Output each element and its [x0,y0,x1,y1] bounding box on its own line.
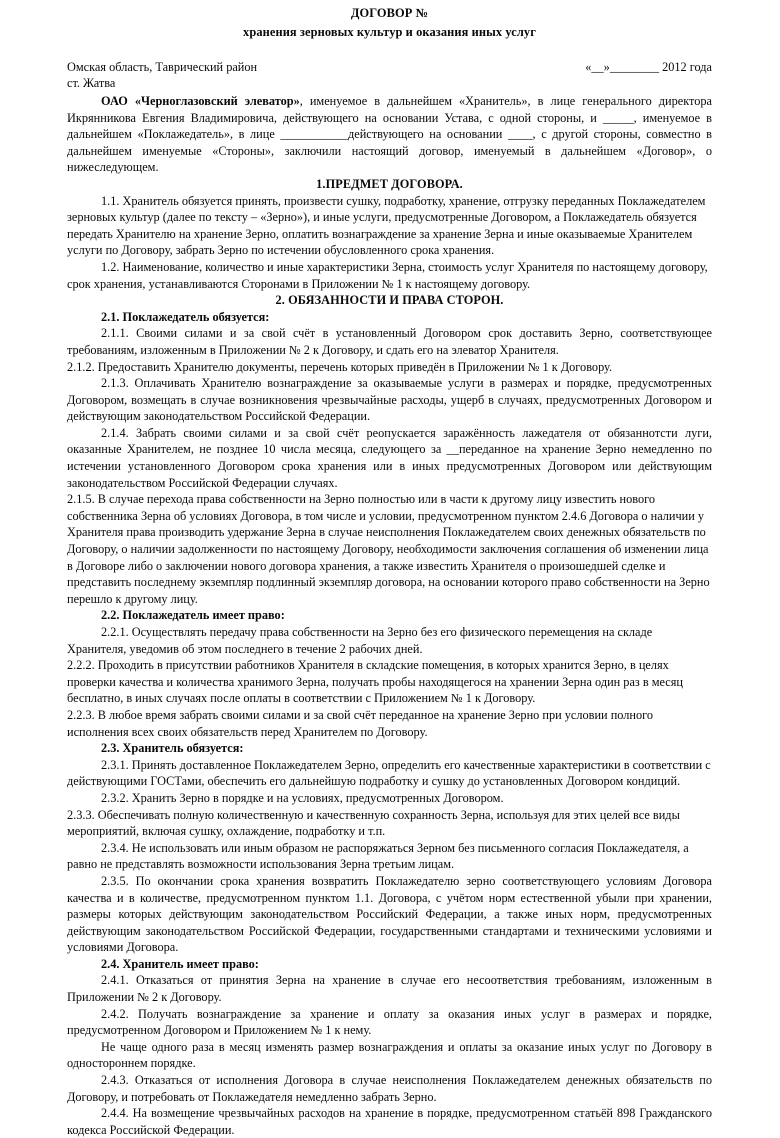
clause-2-4-heading: 2.4. Хранитель имеет право: [101,956,259,971]
clause-2-2-2: 2.2.2. Проходить в присутствии работников Хранителя в складские помещения, в которых хранится Зерно, в целях проверки качества и количества хранимого Зерна, получать пробы находящегося на хранении Зерна один раз в месяц бесплатно, в иных случаях после оплаты в соответствии с Приложением № 1 к Договору. [67,658,683,706]
clause-2-3-2: 2.3.2. Хранить Зерно в порядке и на условиях, предусмотренных Договором. [101,790,504,805]
clause-2-4-2: 2.4.2. Получать вознаграждение за хранение и оплату за оказания иных услуг в размерах и порядке, предусмотренном Договором и Приложением № 1 к нему. [67,1006,712,1038]
clause-2-2-3: 2.2.3. В любое время забрать своими силами и за свой счёт переданное на хранение Зерно при условии полного исполнения всех своих обязательств перед Хранителем по Договору. [67,707,654,739]
page-subtitle: хранения зерновых культур и оказания иных услуг [243,25,536,39]
place-and-date-block [67,59,712,93]
clause-2-4-3: 2.4.3. Отказаться от исполнения Договора в случае неисполнения Поклажедателем денежных обязательств по Договору, и потребовать от Поклажедателя немедленно забрать Зерно. [67,1073,712,1104]
clause-2-1-4: 2.1.4. Забрать своими силами и за свой счёт реопускается заражённость лажедателя от обязаннотсти луги, оказанные Хранителем, не позднее 10 числа месяца, следующего за __переданное на хранение Зерно немедленно по истечении установленного Договором срока хранения или в иных предусмотренных Договором или действующим законодательством Российской Федерации случаях. [67,425,712,490]
clause-1-1: 1.1. Хранитель обязуется принять, произвести сушку, подработку, хранение, отгрузку переданных Поклажедателем зерновых культур (далее по тексту – «Зерно»), и иные услуги, предусмотренные Договором, а Поклажедатель обязуется передать Хранителю на хранение Зерно, оплатить вознаграждение за хранение Зерна и иные оказываемые Хранителем услуги по Договору, забрать Зерно по истечении обусловленного срока хранения. [67,193,706,258]
preamble-paragraph [67,93,712,176]
keeper-party-name: ОАО «Черноглазовский элеватор» [101,94,300,108]
clause-2-1-heading: 2.1. Поклажедатель обязуется: [101,309,270,324]
section-heading-1: 1.ПРЕДМЕТ ДОГОВОРА. [316,176,463,191]
clause-2-3-3: 2.3.3. Обеспечивать полную количественную и качественную сохранность Зерна, используя для этих целей все виды мероприятий, включая сушку, охлаждение, подработку и т.п. [67,807,680,839]
place-line-station: ст. Жатва [67,76,116,90]
clause-2-2-heading: 2.2. Поклажедатель имеет право: [101,608,285,623]
section-heading-2: 2. ОБЯЗАННОСТИ И ПРАВА СТОРОН. [275,293,504,308]
clause-2-3-4: 2.3.4. Не использовать или иным образом не распоряжаться Зерном без письменного согласия Поклажедателя, а равно не представлять возможности использования Зерна третьим лицам. [67,840,689,872]
preamble-body: , именуемое в дальнейшем «Хранитель», в лице генерального директора Икрянникова Евгения Владимировича, действующего на основании Устава, с одной стороны, и _____, именуемое в дальнейшем «Поклажедатель», в лице ___________действующего на основании ____, с другой стороны, совместно в дальнейшем именуемые «Стороны», заключили настоящий договор, именуемый в дальнейшем «Договор», о нижеследующем. [67,94,712,175]
clause-2-3-1: 2.3.1. Принять доставленное Поклажедателем Зерно, определить его качественные характеристики в соответствии с действующими ГОСТами, обеспечить его дальнейшую подработку и сушку до установленных Договором кондиций. [67,757,711,789]
contract-date: «__»________ 2012 года [585,60,712,74]
page-title: ДОГОВОР № [350,6,429,20]
clause-2-4-4: 2.4.4. На возмещение чрезвычайных расходов на хранение в порядке, предусмотренном статьёй 898 Гражданского кодекса Российской Федерации. [67,1106,712,1137]
clause-2-3-heading: 2.3. Хранитель обязуется: [101,741,244,756]
place-line-region: Омская область, Таврический район [67,60,258,74]
clause-1-2: 1.2. Наименование, количество и иные характеристики Зерна, стоимость услуг Хранителя по настоящему договору, срок хранения, устанавливаются Сторонами в Приложении № 1 к настоящему договору. [67,259,708,291]
clause-2-1-5: 2.1.5. В случае перехода права собственности на Зерно полностью или в части к другому лицу известить нового собственника Зерна об условиях Договора, в том числе и условии, предусмотренном пунктом 2.4.6 Договора о наличии у Хранителя права производить удержание Зерна в случае неисполнения Поклажедателем своих денежных обязательств по Договору, о наличии задолженности по настоящему Договору, необходимости заключения соглашения об изменении лица в Договоре либо о заключении нового договора хранения, а также известить Хранителя о произошедшей сделке и представить последнему экземпляр подлинный экземпляр договора, на основании которого право собственности на Зерно перешло к другому лицу. [67,492,710,606]
clause-2-2-1: 2.2.1. Осуществлять передачу права собственности на Зерно без его физического перемещения на складе Хранителя, уведомив об этом последнего в течение 2 рабочих дней. [67,625,653,656]
clause-2-3-5: 2.3.5. По окончании срока хранения возвратить Поклажедателю зерно соответствующего условиям Договора качества и в количестве, предусмотренном пунктом 1.1. Договора, с учётом норм естественной убыли при хранении, размеры которых действующим законодательством Российский Федерации, а также иных норм, предусмотренных действующим законодательством Российской Федерации, государственными стандартами и техническими условиями и условиями Договора. [67,873,712,955]
clause-2-4-1: 2.4.1. Отказаться от принятия Зерна на хранение в случае его несоответствия требованиям, изложенным в Приложении № 2 к Договору. [67,973,712,1005]
clause-2-1-3: 2.1.3. Оплачивать Хранителю вознаграждение за оказываемые услуги в размерах и порядке, предусмотренных Договором, возмещать в случае возникновения чрезвычайные расходы, ущерб в случаях, предусмотренных Договором и действующим законодательством Российской Федерации. [67,376,712,424]
clause-2-4-2-continuation: Не чаще одного раза в месяц изменять размер вознаграждения и оплаты за оказание иных услуг по Договору в одностороннем порядке. [67,1039,712,1071]
clause-2-1-2: 2.1.2. Предоставить Хранителю документы, перечень которых приведён в Приложении № 1 к Договору. [67,359,613,374]
clause-2-1-1: 2.1.1. Своими силами и за свой счёт в установленный Договором срок доставить Зерно, соответствующее требованиям, изложенным в Приложении № 2 к Договору, и сдать его на элеватор Хранителя. [67,326,712,357]
